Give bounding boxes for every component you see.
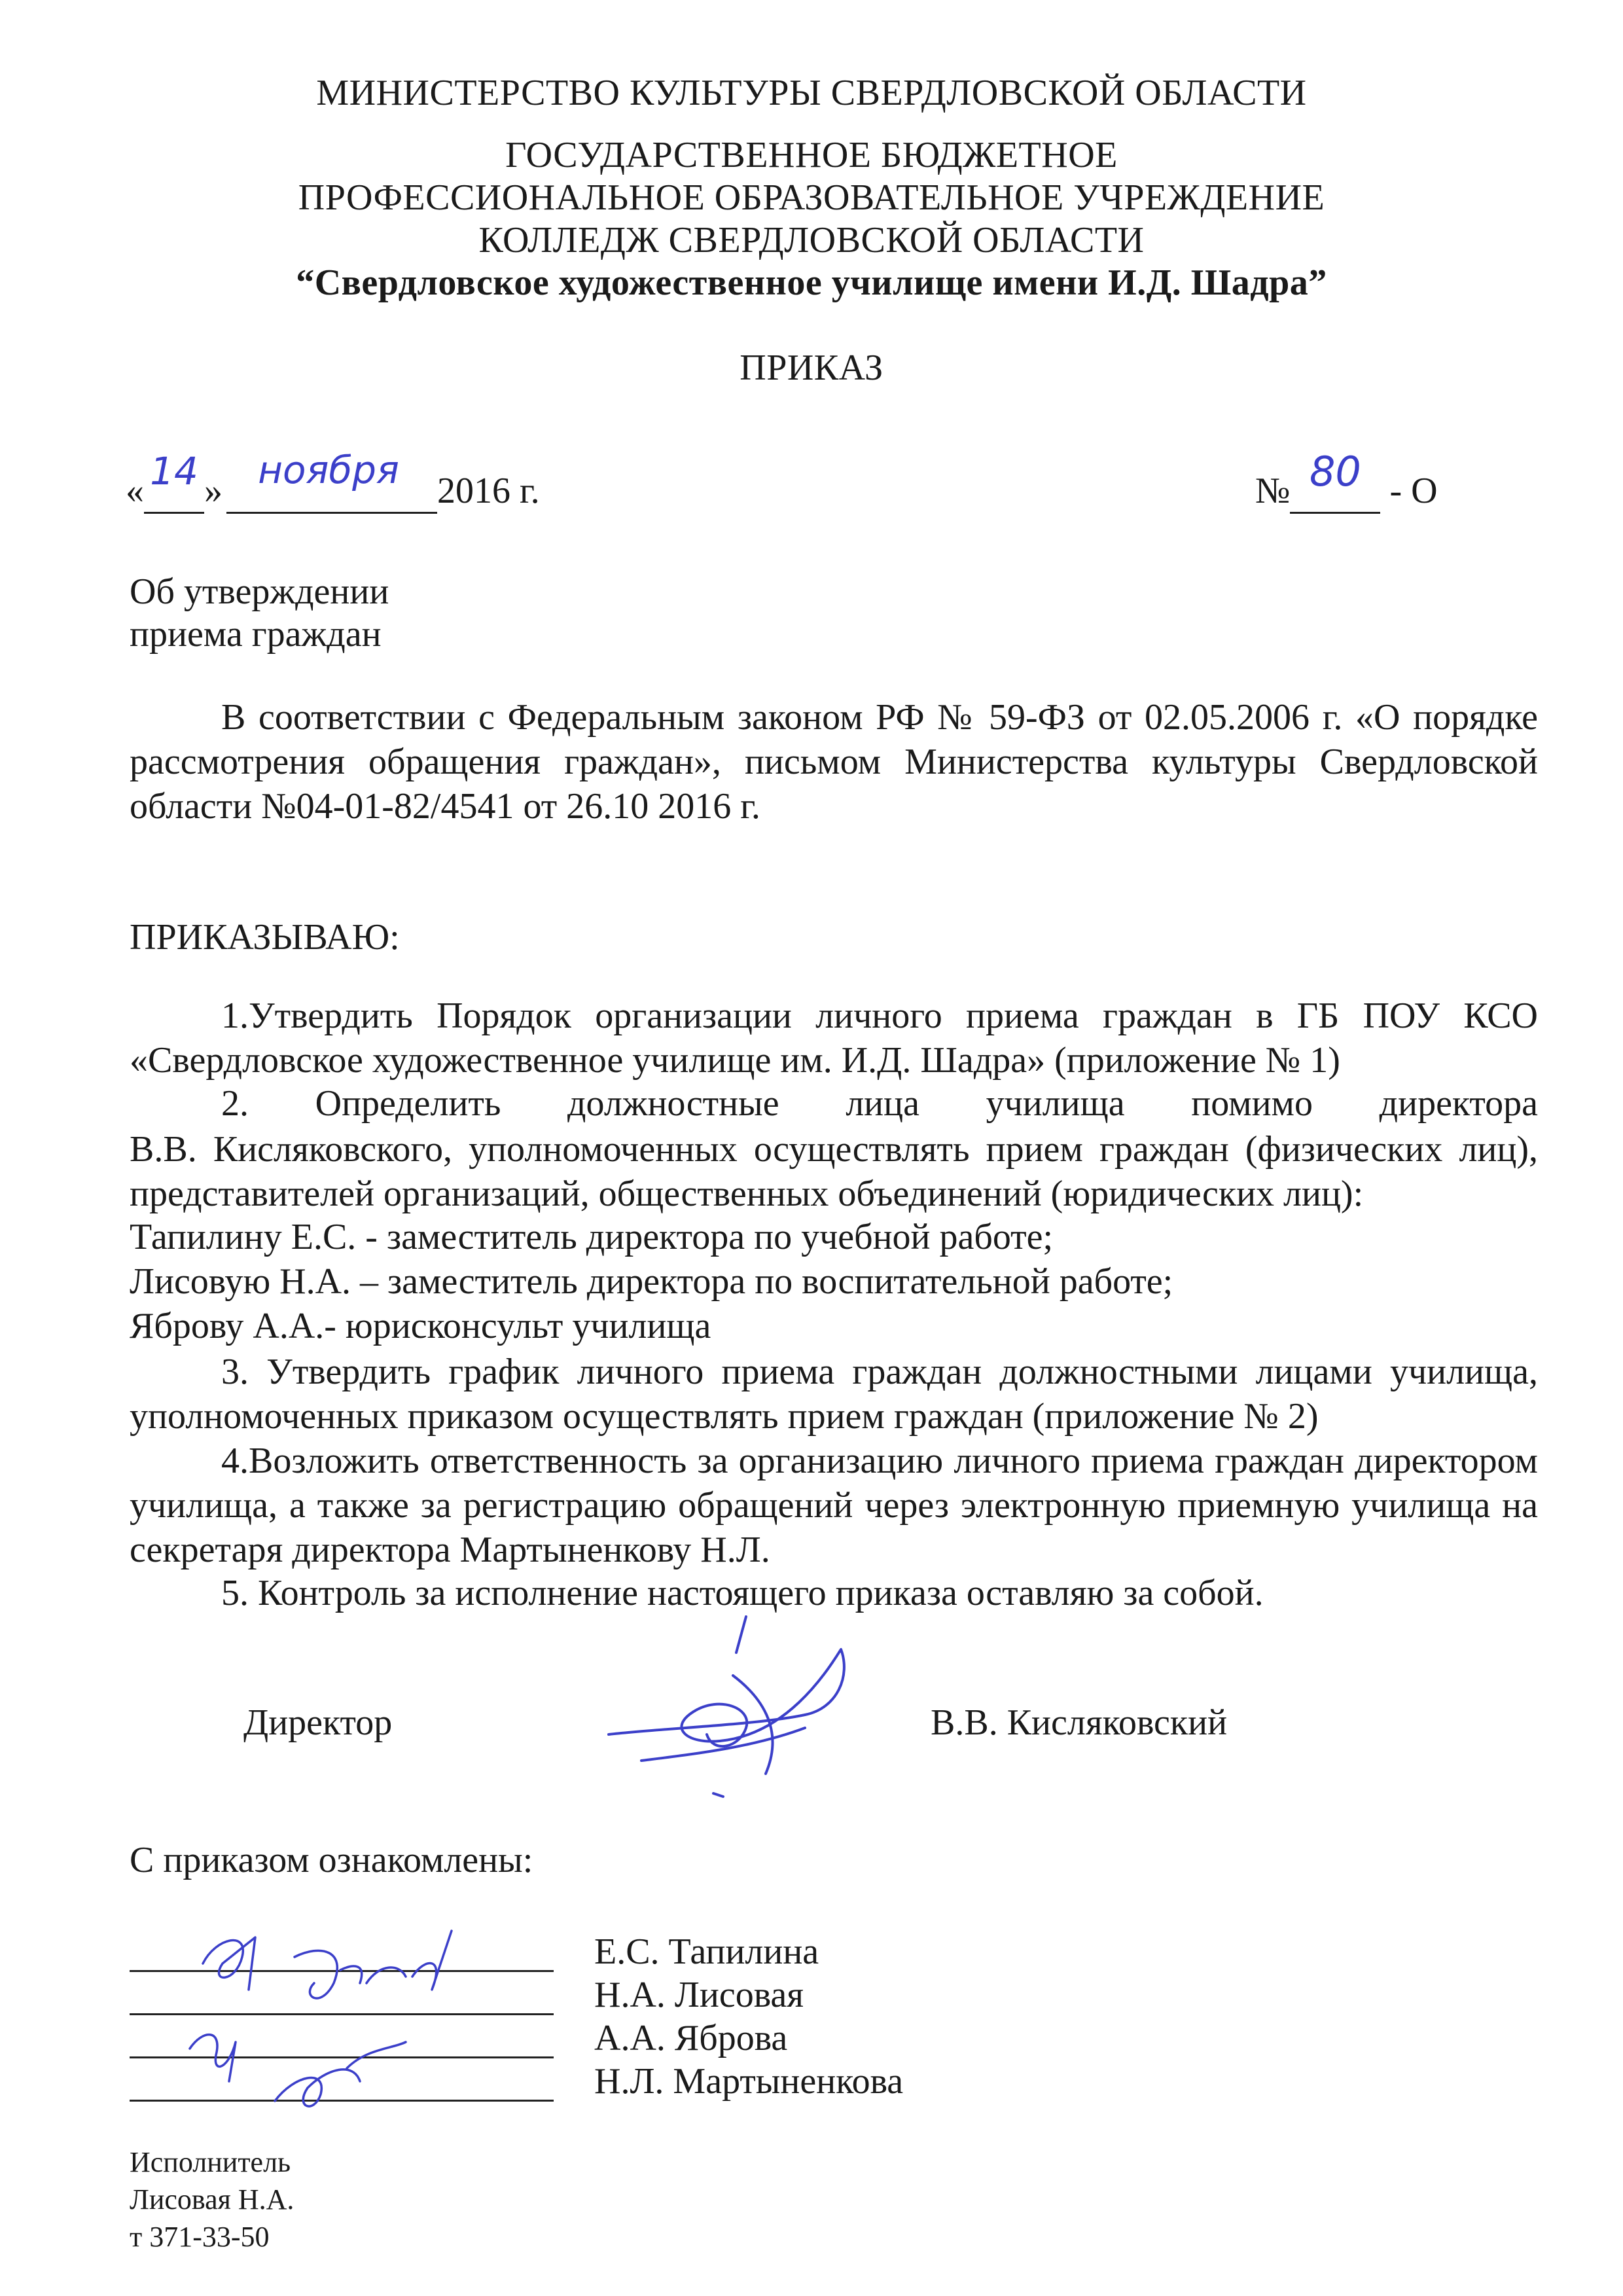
ack-name-1: Е.С. Тапилина — [594, 1931, 819, 1972]
signature-name: В.В. Кисляковский — [931, 1702, 1228, 1743]
item-5: 5. Контроль за исполнение настоящего приказа оставляю за собой. — [221, 1573, 1264, 1613]
document-type: ПРИКАЗ — [740, 348, 883, 388]
executor-name: Лисовая Н.А. — [130, 2183, 294, 2215]
order-word: ПРИКАЗЫВАЮ: — [130, 917, 400, 958]
acknowledgement-signatures — [151, 1885, 517, 2121]
date-quote-open: « — [126, 471, 144, 511]
signature-position: Директор — [243, 1702, 393, 1743]
date-quote-close: » — [204, 471, 223, 511]
date-day-field — [144, 449, 204, 514]
item-1: 1.Утвердить Порядок организации личного приема граждан в ГБ ПОУ КСО «Свердловское художественное училище им. И.Д. Шадра» (приложение № 1) — [130, 996, 1538, 1081]
item-2-body: В.В. Кисляковского, уполномоченных осуществлять прием граждан (физических лиц), представителей организаций, общественных объединений (юридических лиц): — [130, 1129, 1538, 1214]
org-name: “Свердловское художественное училище имени И.Д. Шадра” — [296, 262, 1327, 303]
date-day: 14 — [150, 449, 198, 493]
acknowledged-title: С приказом ознакомлены: — [130, 1840, 533, 1880]
ack-name-4: Н.Л. Мартыненкова — [594, 2061, 904, 2102]
subject-line-1: Об утверждении — [130, 571, 389, 612]
item-4: 4.Возложить ответственность за организацию личного приема граждан директором училища, а также за регистрацию обращений через электронную приемную училища на секретаря директора Мартыненкову Н.Л. — [130, 1441, 1538, 1570]
date-year: 2016 г. — [437, 471, 540, 511]
number-suffix: - О — [1389, 471, 1438, 511]
person-1: Тапилину Е.С. - заместитель директора по учебной работе; — [130, 1217, 1054, 1257]
order-date — [126, 448, 540, 514]
org-type-line-2: ПРОФЕССИОНАЛЬНОЕ ОБРАЗОВАТЕЛЬНОЕ УЧРЕЖДЕНИЕ — [298, 177, 1325, 218]
number-value: 80 — [1309, 448, 1361, 495]
ack-name-3: А.А. Яброва — [594, 2018, 788, 2058]
org-type-line-3: КОЛЛЕДЖ СВЕРДЛОВСКОЙ ОБЛАСТИ — [478, 220, 1145, 260]
number-prefix: № — [1255, 471, 1291, 511]
preamble-paragraph: В соответствии с Федеральным законом РФ № 59-ФЗ от 02.05.2006 г. «О порядке рассмотрения обращения граждан», письмом Министерства культуры Свердловской области №04-01-82/4541 от 26.10 2016 г. — [130, 697, 1538, 827]
number-field — [1290, 448, 1380, 514]
ministry-title: МИНИСТЕРСТВО КУЛЬТУРЫ СВЕРДЛОВСКОЙ ОБЛАСТИ — [316, 73, 1307, 113]
ack-name-2: Н.А. Лисовая — [594, 1975, 804, 2015]
subject-line-2: приема граждан — [130, 614, 382, 655]
executor-label: Исполнитель — [130, 2146, 291, 2178]
item-3: 3. Утвердить график личного приема граждан должностными лицами училища, уполномоченных приказом осуществлять прием граждан (приложение № 2) — [130, 1352, 1538, 1437]
order-number — [1255, 448, 1438, 514]
executor-phone: т 371-33-50 — [130, 2221, 270, 2253]
director-signature — [589, 1597, 890, 1833]
person-2: Лисовую Н.А. – заместитель директора по воспитательной работе; — [130, 1261, 1173, 1302]
date-month: ноября — [258, 448, 399, 492]
date-month-field — [226, 448, 437, 514]
person-3: Яброву А.А.- юрисконсульт училища — [130, 1306, 711, 1346]
item-2-first-line: 2. Определить должностные лица училища помимо директора — [221, 1083, 1538, 1124]
org-type-line-1: ГОСУДАРСТВЕННОЕ БЮДЖЕТНОЕ — [505, 135, 1118, 175]
